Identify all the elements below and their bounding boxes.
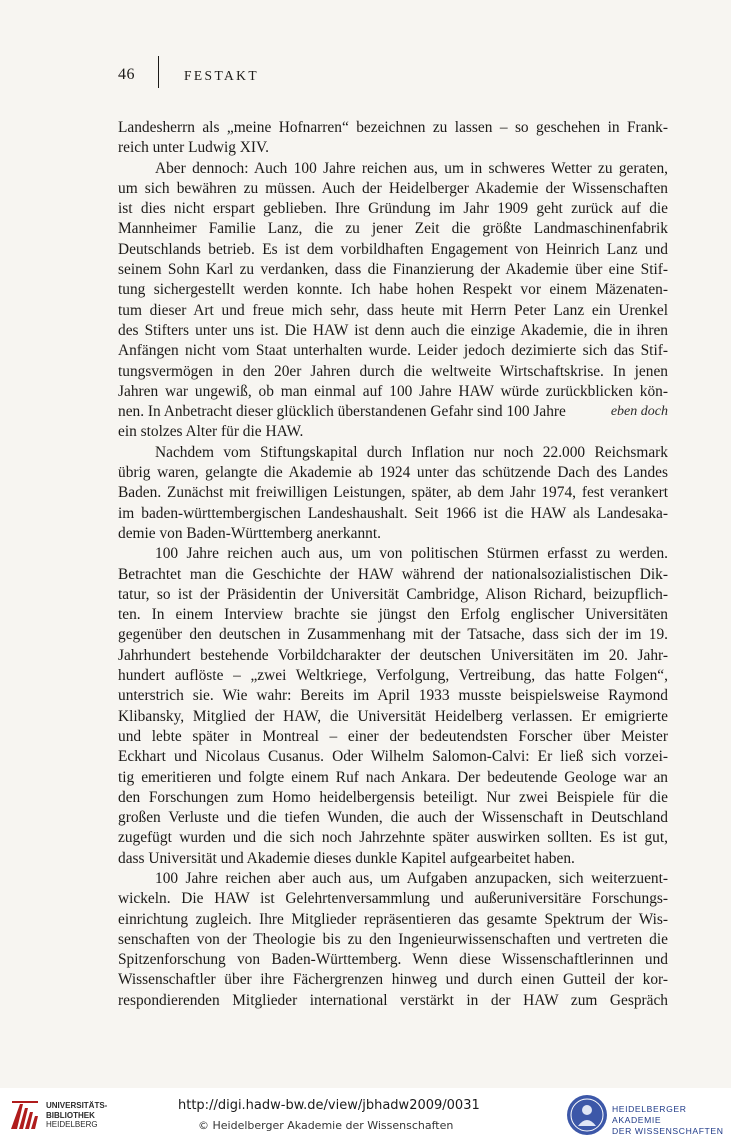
header-divider <box>158 56 159 88</box>
text-line: Landesherrn als „meine Hofnarren“ bezeichnen zu lassen – so geschehen in Frank- <box>118 119 668 136</box>
copyright-notice: © Heidelberger Akademie der Wissenschaften <box>198 1119 454 1132</box>
text-line: Nachdem vom Stiftungskapital durch Inflation nur noch 22.000 Reichsmark <box>155 443 668 461</box>
text-line: im baden-württembergischen Landeshaushalt. Seit 1966 ist die HAW als Landesaka- <box>118 504 668 522</box>
text-line: Anfängen nicht vom Staat unterhalten wurde. Leider jedoch dezimierte sich das Stif- <box>118 342 668 360</box>
page-footer <box>0 1088 731 1142</box>
text-line: Betrachtet man die Geschichte der HAW während der nationalsozialistischen Dik- <box>118 565 668 583</box>
academy-name <box>612 1104 731 1137</box>
text-line: tum dieser Art und freue mich sehr, dass heute mit Herrn Peter Lanz ein Urenkel <box>118 301 668 319</box>
text-line: Eckhart und Nicolaus Cusanus. Oder Wilhelm Salomon-Calvi: Er ließ sich vorzei- <box>118 748 668 766</box>
body-text <box>118 118 668 1011</box>
academy-name-line: DER WISSENSCHAFTEN <box>612 1126 724 1136</box>
text-line: des Stifters unter uns ist. Die HAW ist denn auch die einzige Akademie, die in ihren <box>118 321 668 339</box>
running-head: FESTAKT <box>184 68 259 83</box>
text-line: seinem Sohn Karl zu verdanken, dass die Finanzierung der Akademie über eine Stif- <box>118 261 668 279</box>
text-line: Deutschlands betrieb. Es ist dem vorbildhaften Engagement von Heinrich Lanz und <box>118 240 668 258</box>
text-line: Jahrhundert bestehende Vorbildcharakter der deutschen Universitäten im 20. Jahr- <box>118 646 668 664</box>
text-line: ist dies nicht erspart geblieben. Ihre Gründung im Jahr 1909 geht zurück auf die <box>118 200 668 218</box>
text-line: tungsvermögen in den 20er Jahren durch die weltweite Wirtschaftskrise. In jenen <box>118 362 668 380</box>
academy-seal-icon <box>566 1094 608 1136</box>
document-url-link[interactable]: http://digi.hadw-bw.de/view/jbhadw2009/0031 <box>178 1098 480 1113</box>
university-library-logo-icon <box>8 1098 42 1132</box>
page-number: 46 <box>118 66 135 83</box>
text-line: Klibansky, Mitglied der HAW, die Universität Heidelberg verlassen. Er emigrierte <box>118 707 668 725</box>
text-line: Spitzenforschung von Baden-Württemberg. Wenn diese Wissenschaftlerinnen und <box>118 951 668 969</box>
text-line: und lebte später in Montreal – einer der bedeutendsten Forscher über Meister <box>118 727 668 745</box>
university-library-name <box>46 1101 107 1130</box>
text-line: wickeln. Die HAW ist Gelehrtenversammlung und außeruniversitäre Forschungs- <box>118 890 668 908</box>
text-line: zugefügt wurden und die sich noch Jahrzehnte später auswirken sollten. Es ist gut, <box>118 829 668 847</box>
text-line: um sich bewähren zu müssen. Auch der Heidelberger Akademie der Wissenschaften <box>118 179 668 197</box>
text-line: einrichtung zugleich. Ihre Mitglieder repräsentieren das gesamte Spektrum der Wis- <box>118 910 668 928</box>
text-line: gegenüber den deutschen in Zusammenhang mit der Tatsache, dass sich der im 19. <box>118 626 668 644</box>
text-line: unterstrich sie. Wie wahr: Bereits im April 1933 musste beispielsweise Raymond <box>118 687 668 705</box>
text-line: hundert auflöste – „zwei Weltkriege, Verfolgung, Vertreibung, das hatte Folgen“, <box>118 667 668 685</box>
library-name-line: UNIVERSITÄTS- <box>46 1101 108 1110</box>
text-line: Mannheimer Familie Lanz, die zu jener Zeit die größte Landmaschinenfabrik <box>118 220 668 238</box>
text-line: ein stolzes Alter für die HAW. <box>118 423 304 441</box>
text-line: reich unter Ludwig XIV. <box>118 139 270 157</box>
text-line: übrig waren, gelangte die Akademie ab 1924 unter das schützende Dach des Landes <box>118 464 668 482</box>
text-line: Aber dennoch: Auch 100 Jahre reichen aus, um in schweres Wetter zu geraten, <box>155 159 668 177</box>
text-line: dass Universität und Akademie dieses dunkle Kapitel aufgearbeitet haben. <box>118 849 575 867</box>
text-line: tatur, so ist der Präsidentin der Universität Cambridge, Alison Richard, beizupflich- <box>118 585 668 603</box>
text-line-with-note <box>118 402 668 422</box>
text-line: den Forschungen zum Homo heidelbergensis beteiligt. Nur zwei Beispiele für die <box>118 788 668 806</box>
library-name-line: HEIDELBERG <box>46 1120 98 1129</box>
text-line: nen. In Anbetracht dieser glücklich überstandenen Gefahr sind 100 Jahre <box>118 403 566 421</box>
text-line: großen Verluste und die tiefen Wunden, die auch der Wissenschaft in Deutschland <box>118 809 668 827</box>
handwritten-note: eben doch <box>610 404 668 420</box>
text-line: tig emeritieren und folgte einem Ruf nach Ankara. Der bedeutende Geologe war an <box>118 768 668 786</box>
text-line: demie von Baden-Württemberg anerkannt. <box>118 524 381 542</box>
text-line: tung sichergestellt werden konnte. Ich habe hohen Respekt vor einem Mäzenaten- <box>118 281 668 299</box>
text-line: ten. In einem Interview brachte sie jüngst den Erfolg englischer Universitäten <box>118 606 668 624</box>
library-name-line: BIBLIOTHEK <box>46 1110 95 1120</box>
text-line: 100 Jahre reichen aber auch aus, um Aufgaben anzupacken, sich weiterzuent- <box>155 869 668 887</box>
text-line: 100 Jahre reichen auch aus, um von politischen Stürmen erfasst zu werden. <box>155 545 668 563</box>
text-line: Baden. Zunächst mit freiwilligen Leistungen, später, ab dem Jahr 1974, fest verankert <box>118 484 668 502</box>
page-header <box>118 64 668 90</box>
text-line: respondierenden Mitglieder international verstärkt in der HAW zum Gespräch <box>118 991 668 1009</box>
text-line: Jahren war ungewiß, ob man einmal auf 100 Jahre HAW würde zurückblicken kön- <box>118 382 668 400</box>
text-line: senschaften von der Theologie bis zu den Ingenieurwissenschaften und vertreten die <box>118 930 668 948</box>
text-line: Wissenschaftler über ihre Fächergrenzen hinweg und durch einen Gutteil der kor- <box>118 971 668 989</box>
academy-name-line: HEIDELBERGER AKADEMIE <box>612 1104 687 1125</box>
